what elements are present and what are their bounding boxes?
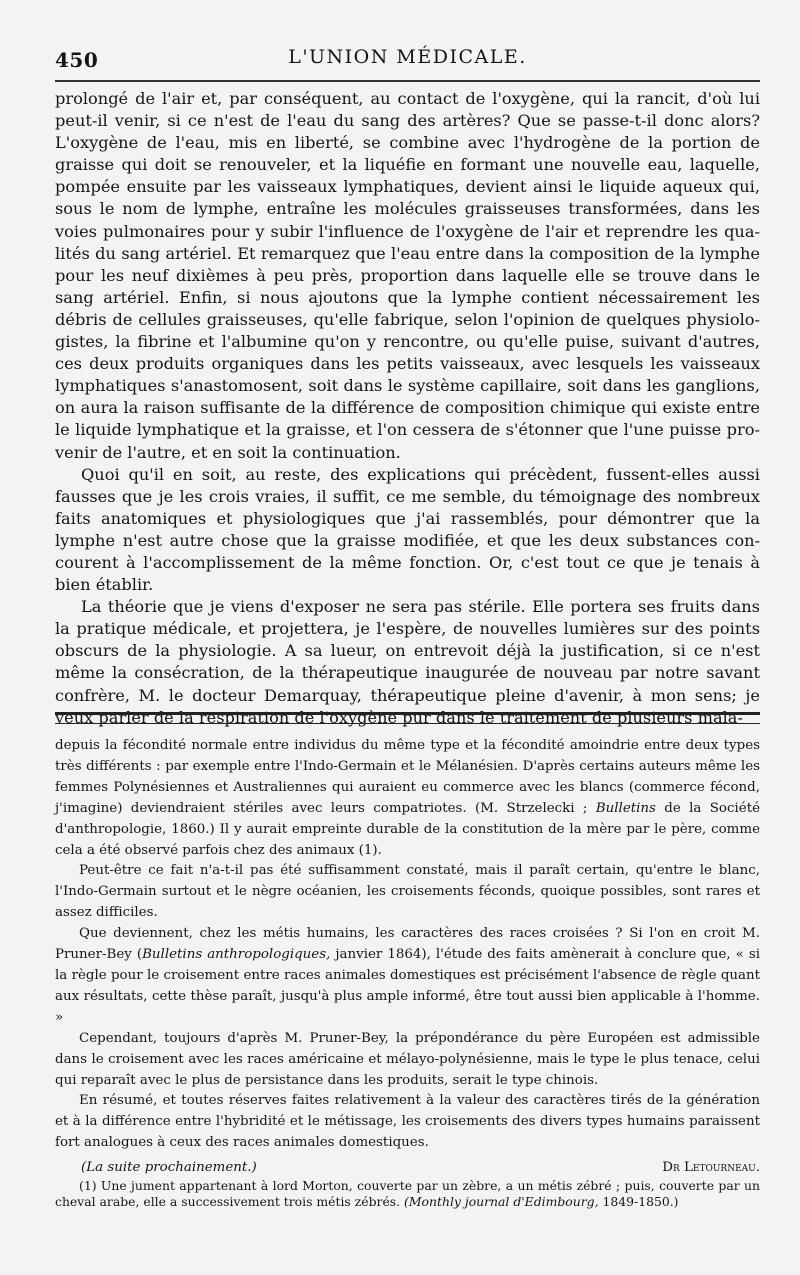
footnote-text: (1) Une jument appartenant à lord Morton, couverte par un zèbre, a un métis zébré ; puis, couverte par un cheval arabe, elle a successivement trois métis zébrés. (55, 1178, 760, 1210)
note-paragraph-5: En résumé, et toutes réserves faites relativement à la valeur des caractères tirés de la génération et à la différence entre l'hybridité et le métissage, les croisements des divers types humains paraissent fort analogues à ceux des races animales domestiques. (55, 1093, 760, 1151)
body-paragraph-1: prolongé de l'air et, par conséquent, au contact de l'oxygène, qui la rancit, d'où lui peut-il venir, si ce n'est de l'eau du sang des artères? Que se passe-t-il donc alors? L'oxygène de l'eau, mis en liberté, se combine avec l'hydrogène de la portion de graisse qui doit se renouveler, et la liquéfie en formant une nouvelle eau, laquelle, pompée ensuite par les vaisseaux lymphatiques, devient ainsi le liquide aqueux qui, sous le nom de lymphe, entraîne les molécules graisseuses transformées, dans les voies pulmonaires pour y subir l'influence de l'oxygène de l'air et reprendre les qualités du sang artériel. Et remarquez que l'eau entre dans la composition de la lymphe pour les neuf dixièmes à peu près, proportion dans laquelle elle se trouve dans le sang artériel. Enfin, si nous ajoutons que la lymphe contient nécessairement les débris de cellules graisseuses, qu'elle fabrique, selon l'opinion de quelques physiologistes, la fibrine et l'albumine qu'on y rencontre, ou qu'elle puise, suivant d'autres, ces deux produits organiques dans les petits vaisseaux, avec lesquels les vaisseaux lymphatiques s'anastomosent, soit dans le système capillaire, soit dans les ganglions, on aura la raison suffisante de la différence de composition chimique qui existe entre le liquide lymphatique et la graisse, et l'on cessera de s'étonner que l'une puisse provenir de l'autre, et en soit la continuation. (55, 89, 760, 462)
body-paragraph-2: Quoi qu'il en soit, au reste, des explications qui précèdent, fussent-elles aussi fausses que je les crois vraies, il suffit, ce me semble, du témoignage des nombreux faits anatomiques et physiologiques que j'ai rassemblés, pour démontrer que la lymphe n'est autre chose que la graisse modifiée, et que les deux substances concourent à l'accomplissement de la même fonction. Or, c'est tout ce que je tenais à bien établir. (55, 464, 760, 595)
note-text (55, 736, 760, 1210)
signoff-line (55, 1158, 760, 1178)
note-p1-text: depuis la fécondité normale entre individus du même type et la fécondité amoindrie entre deux types très différents : par exemple entre l'Indo-Germain et le Mélanésien. D'après certains auteurs même les femmes Polynésiennes et Australiennes qui auraient eu commerce avec les blancs (commerce fécond, j'imagine) deviendraient stériles avec leurs compatriotes. (M. Strzelecki ; (55, 738, 760, 816)
note-paragraph-4: Cependant, toujours d'après M. Pruner-Bey, la prépondérance du père Européen est admissible dans le croisement avec les races américaine et mélayo-polynésienne, mais le type le plus tenace, celui qui reparaît avec le plus de persistance dans les produits, serait le type chinois. (55, 1030, 760, 1088)
note-paragraph-3 (55, 924, 760, 1029)
note-p1-italic: Bulletins (595, 800, 656, 816)
footnote-source-tail: 1849-1850.) (602, 1194, 679, 1210)
footnote (55, 1178, 760, 1210)
main-text (55, 88, 760, 729)
page-header (55, 42, 760, 74)
footnote-source: (Monthly journal d'Edimbourg, (404, 1194, 599, 1210)
header-rule (55, 80, 760, 82)
note-p3-head: Que deviennent, chez les métis humains, les caractères des races croisées ? Si l'on en croit M. Pruner-Bey ( (55, 926, 760, 963)
note-paragraph-2: Peut-être ce fait n'a-t-il pas été suffisamment constaté, mais il paraît certain, qu'entre le blanc, l'Indo-Germain surtout et le nègre océanien, les croisements féconds, quoique possibles, sont rares et assez difficiles. (55, 863, 760, 921)
note-p1-tail: de la Société d'anthropologie, 1860.) Il y aurait empreinte durable de la constitution de la mère par le père, comme cela a été observé parfois chez des animaux (1). (55, 800, 760, 858)
section-divider (55, 712, 760, 724)
body-paragraph-3: La théorie que je viens d'exposer ne sera pas stérile. Elle portera ses fruits dans la pratique médicale, et projettera, je l'espère, de nouvelles lumières sur des points obscurs de la physiologie. A sa lueur, on entrevoit déjà la justification, si ce n'est même la consécration, de la thérapeutique inaugurée de nouveau par notre savant confrère, M. le docteur Demarquay, thérapeutique pleine d'avenir, à mon sens; je veux parler de la respiration de l'oxygène pur dans le traitement de plusieurs mala- (55, 597, 760, 727)
note-p3-italic: Bulletins anthropologiques, (142, 947, 331, 963)
author-signature: Dr Letourneau. (662, 1160, 760, 1176)
note-paragraph-1 (55, 736, 760, 861)
note-p3-tail: janvier 1864), l'étude des faits amènerait à conclure que, « si la règle pour le croisement entre races animales domestiques est précisément l'absence de règle quant aux résultats, cette thèse paraît, jusqu'à plus ample informé, être tout aussi bien applicable à l'homme. » (55, 947, 760, 1025)
continuation-note: (La suite prochainement.) (81, 1160, 257, 1176)
running-title: L'UNION MÉDICALE. (288, 46, 527, 68)
page-number: 450 (55, 48, 99, 72)
